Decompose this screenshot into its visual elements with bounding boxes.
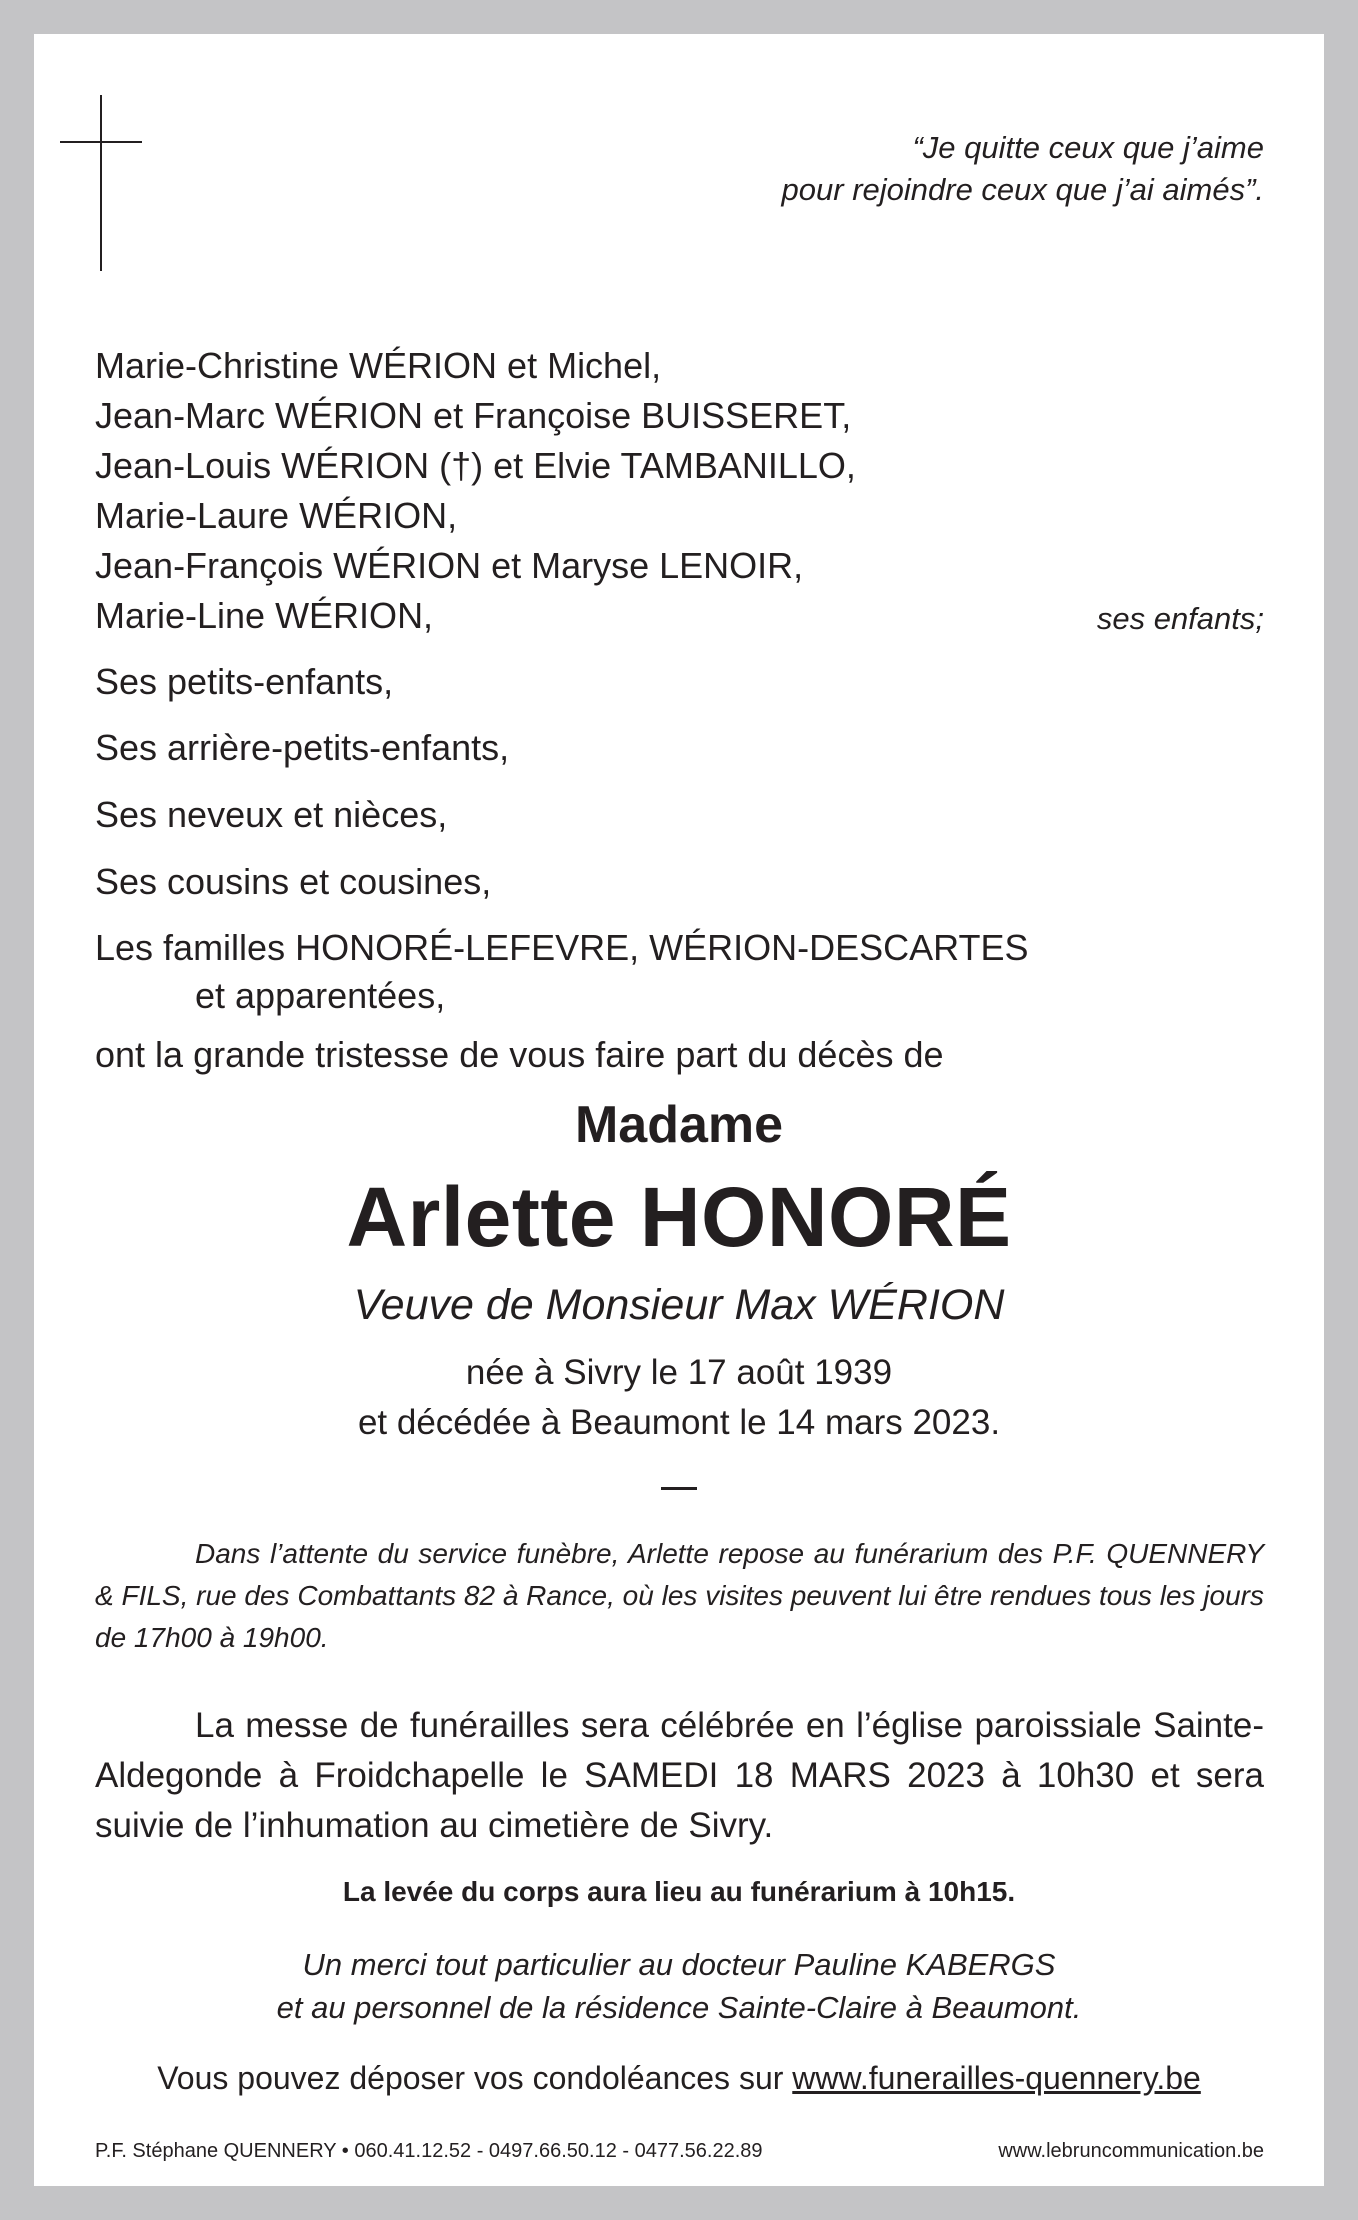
relatives-line: Ses petits-enfants, <box>95 661 394 702</box>
child-line: Marie-Laure WÉRION, <box>95 495 458 536</box>
announcement: ont la grande tristesse de vous faire part du décès de <box>95 1034 944 1075</box>
child-line: Marie-Christine WÉRION et Michel, <box>95 345 662 386</box>
epigraph-line-2: pour rejoindre ceux que j’ai aimés”. <box>781 172 1264 207</box>
thanks-line-2: et au personnel de la résidence Sainte-Claire à Beaumont. <box>276 1990 1082 2025</box>
mass-paragraph: La messe de funérailles sera célébrée en l’église paroissiale Sainte-Aldegonde à Froidchapelle le SAMEDI 18 MARS 2023 à 10h30 et sera suivie de l’inhumation au cimetière de Sivry. <box>95 1706 1264 1845</box>
families-line-2: et apparentées, <box>195 975 446 1016</box>
birth-line: née à Sivry le 17 août 1939 <box>465 1353 893 1392</box>
child-line: Jean-François WÉRION et Maryse LENOIR, <box>95 545 804 586</box>
families-line-1: Les familles HONORÉ-LEFEVRE, WÉRION-DESCARTES <box>95 927 1029 968</box>
thanks-line-1: Un merci tout particulier au docteur Pauline KABERGS <box>302 1947 1056 1982</box>
separator-dash <box>661 1487 697 1490</box>
widow-of: Veuve de Monsieur Max WÉRION <box>353 1281 1005 1329</box>
relatives-line: Ses arrière-petits-enfants, <box>95 727 510 768</box>
children-tag: ses enfants; <box>1096 601 1264 636</box>
deceased-title: Madame <box>574 1096 784 1154</box>
relatives-line: Ses cousins et cousines, <box>95 861 492 902</box>
condolences-line <box>0 2060 1358 2097</box>
condolences-link[interactable]: www.funerailles-quennery.be <box>792 2060 1201 2096</box>
child-line: Jean-Louis WÉRION (†) et Elvie TAMBANILLO, <box>95 445 856 486</box>
relatives-line: Ses neveux et nièces, <box>95 794 448 835</box>
condolences-text: Vous pouvez déposer vos condoléances sur <box>157 2060 793 2096</box>
child-line: Jean-Marc WÉRION et Françoise BUISSERET, <box>95 395 852 436</box>
footer-website[interactable]: www.lebruncommunication.be <box>998 2140 1264 2162</box>
death-line: et décédée à Beaumont le 14 mars 2023. <box>357 1403 1001 1442</box>
epigraph-line-1: “Je quitte ceux que j’aime <box>912 130 1264 165</box>
child-line: Marie-Line WÉRION, <box>95 595 434 636</box>
levee-line: La levée du corps aura lieu au funérarium à 10h15. <box>342 1876 1016 1907</box>
deceased-name: Arlette HONORÉ <box>346 1170 1012 1264</box>
footer-contact: P.F. Stéphane QUENNERY • 060.41.12.52 - 0497.66.50.12 - 0477.56.22.89 <box>95 2140 763 2162</box>
viewing-paragraph: Dans l’attente du service funèbre, Arlette repose au funérarium des P.F. QUENNERY & FILS, rue des Combattants 82 à Rance, où les visites peuvent lui être rendues tous les jours de 17h00 à 19h00. <box>95 1538 1264 1653</box>
